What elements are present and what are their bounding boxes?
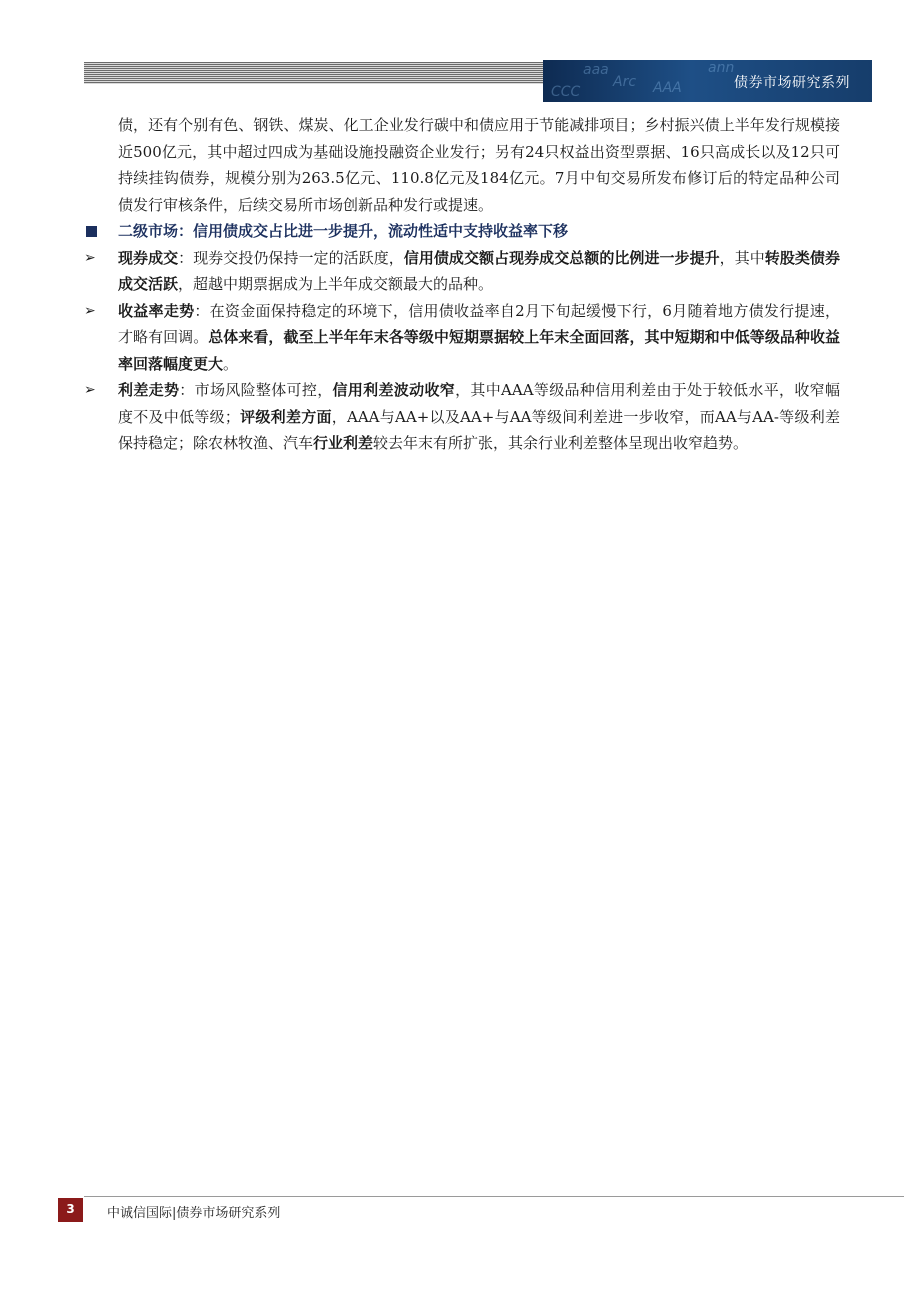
banner-decor-2: AAA <box>653 80 682 96</box>
header-banner <box>543 60 872 102</box>
banner-decor-3: CCC <box>551 84 581 100</box>
item-label: 利差走势 <box>118 381 180 399</box>
banner-decor-5: Arc <box>613 74 637 90</box>
item-text: ，AAA与AA+以及AA+与AA等级间利差进一步收窄，而AA与AA-等级利差保持稳定；除农林牧渔、汽车 <box>118 407 840 452</box>
item-text: ，其中AAA等级品种信用利差由于处于较低水平，收窄幅度不及中低等级； <box>118 381 840 426</box>
banner-decor-1: aaa <box>583 62 609 78</box>
intro-paragraph: 债，还有个别有色、钢铁、煤炭、化工企业发行碳中和债应用于节能减排项目；乡村振兴债上半年发行规模接近500亿元，其中超过四成为基础设施投融资企业发行；另有24只权益出资型票据、16只高成长以及12只可持续挂钩债券，规模分别为263.5亿元、110.8亿元及184亿元。7月中旬交易所发布修订后的特定品种公司债发行审核条件，后续交易所市场创新品种发行或提速。 <box>118 116 840 214</box>
item-text: ，其中 <box>719 248 765 267</box>
header-stripes <box>84 62 544 84</box>
banner-decor-4: ann <box>708 60 735 76</box>
item-emphasis: 总体来看，截至上半年年末各等级中短期票据较上年末全面回落，其中短期和中低等级品种收益率回落幅度更大 <box>118 328 840 373</box>
item-colon: ： <box>194 301 210 320</box>
item-text: 较去年末有所扩张，其余行业利差整体呈现出收窄趋势。 <box>373 434 749 452</box>
arrow-bullet-icon: ➢ <box>84 302 96 319</box>
item-emphasis: 行业利差 <box>313 434 374 452</box>
item-label: 收益率走势 <box>118 301 195 320</box>
footer-divider <box>84 1196 904 1197</box>
header-title: 债券市场研究系列 <box>734 75 850 91</box>
item-colon: ： <box>178 248 194 267</box>
item-text: 在资金面保持稳定的环境下，信用债收益率自2月下旬起缓慢下行，6月随着地方债发行提速，才略有回调。 <box>118 301 840 346</box>
report-body <box>84 112 840 457</box>
item-text: ，超越中期票据成为上半年成交额最大的品种。 <box>178 275 494 293</box>
item-emphasis: 评级利差方面 <box>239 407 332 426</box>
arrow-bullet-icon: ➢ <box>84 382 96 398</box>
list-item-spot-trading <box>84 245 840 298</box>
arrow-bullet-icon: ➢ <box>84 249 96 266</box>
square-bullet-icon <box>86 226 97 237</box>
footer-text: 中诚信国际|债券市场研究系列 <box>107 1206 281 1221</box>
item-label: 现券成交 <box>118 248 179 267</box>
item-emphasis: 信用利差波动收窄 <box>332 381 456 399</box>
item-emphasis: 信用债成交额占现券成交总额的比例进一步提升 <box>403 248 720 267</box>
item-text: 现券交投仍保持一定的活跃度， <box>193 248 404 267</box>
section-heading <box>84 218 840 245</box>
list-item-yield-trend <box>84 298 840 378</box>
list-item-spread-trend <box>84 377 840 457</box>
item-text: 市场风险整体可控， <box>194 381 333 399</box>
page-number: 3 <box>58 1198 83 1222</box>
item-colon: ： <box>179 381 195 399</box>
item-emphasis: 转股类债券成交活跃 <box>118 248 840 293</box>
item-text: 。 <box>223 354 239 373</box>
section-title: 二级市场：信用债成交占比进一步提升，流动性适中支持收益率下移 <box>118 222 569 240</box>
